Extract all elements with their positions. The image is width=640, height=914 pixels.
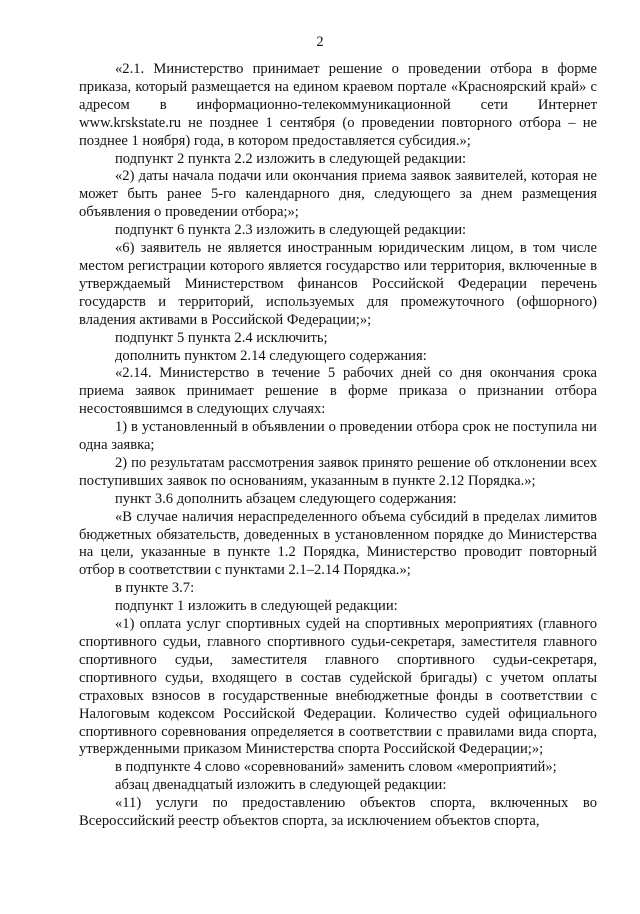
- paragraph-undistributed-subsidies: «В случае наличия нераспределенного объема субсидий в пределах лимитов бюджетных обязательств, доведенных в установленном порядке до Министерства на цели, указанные в пункте 1.2 Порядка, Министерство проводит повторный отбор в соответствии с пунктами 2.1–2.14 Порядка.»;: [79, 508, 597, 579]
- paragraph-exclude-2-4: подпункт 5 пункта 2.4 исключить;: [115, 329, 328, 346]
- page-number: 2: [316, 34, 324, 50]
- paragraph-in-3-7: в пункте 3.7:: [115, 580, 195, 597]
- paragraph-case-2: 2) по результатам рассмотрения заявок принято решение об отклонении всех поступивших заявок по основаниям, указанным в пункте 2.12 Порядка.»;: [79, 454, 597, 489]
- paragraph-amend-3-6: пункт 3.6 дополнить абзацем следующего содержания:: [115, 490, 457, 507]
- paragraph-2-14-text: «2.14. Министерство в течение 5 рабочих дней со дня окончания срока приема заявок принимает решение в форме приказа о признании отбора несостоявшимся в следующих случаях:: [79, 365, 597, 418]
- document-body: [79, 61, 597, 831]
- paragraph-amend-twelfth: абзац двенадцатый изложить в следующей редакции:: [115, 777, 447, 794]
- paragraph-replace-word: в подпункте 4 слово «соревнований» заменить словом «мероприятий»;: [115, 759, 557, 776]
- paragraph-amend-subpoint-1: подпункт 1 изложить в следующей редакции:: [115, 598, 398, 615]
- paragraph-amend-2-2: подпункт 2 пункта 2.2 изложить в следующей редакции:: [115, 150, 467, 167]
- paragraph-amend-2-3: подпункт 6 пункта 2.3 изложить в следующей редакции:: [115, 222, 467, 239]
- paragraph-2-1-decision: «2.1. Министерство принимает решение о проведении отбора в форме приказа, который размещается на едином краевом портале «Красноярский край» с адресом в информационно-телекоммуникационной сети Интернет www.krskstate.ru не позднее 1 сентября (о проведении повторного отбора – не позднее 1 ноября) года, в котором предоставляется субсидия.»;: [79, 61, 597, 149]
- paragraph-sport-facilities: «11) услуги по предоставлению объектов спорта, включенных во Всероссийский реестр объектов спорта, за исключением объектов спорта,: [79, 795, 597, 830]
- paragraph-case-1: 1) в установленный в объявлении о проведении отбора срок не поступила ни одна заявка;: [79, 419, 597, 454]
- paragraph-applicant-not-foreign: «6) заявитель не является иностранным юридическим лицом, в том числе местом регистрации которого является государство или территория, включенные в утверждаемый Министерством финансов Российской Федерации перечень государств и территорий, используемых для промежуточного (офшорного) владения активами в Российской Федерации;»;: [79, 240, 597, 328]
- paragraph-judges-payment: «1) оплата услуг спортивных судей на спортивных мероприятиях (главного спортивного судьи, главного спортивного судьи-секретаря, заместителя главного спортивного судьи, заместителя главного спортивного судьи-секретаря, спортивного судьи, входящего в состав судейской бригады) с учетом оплаты страховых взносов в государственные внебюджетные фонды в соответствии с Налоговым кодексом Российской Федерации. Количество судей официального спортивного соревнования определяется в соответствии с правилами вида спорта, утвержденными приказом Министерства спорта Российской Федерации;»;: [79, 616, 597, 758]
- paragraph-add-2-14: дополнить пунктом 2.14 следующего содержания:: [115, 347, 427, 364]
- paragraph-dates-of-submission: «2) даты начала подачи или окончания приема заявок заявителей, которая не может быть ранее 5-го календарного дня, следующего за днем размещения объявления о проведении отбора;»;: [79, 168, 597, 221]
